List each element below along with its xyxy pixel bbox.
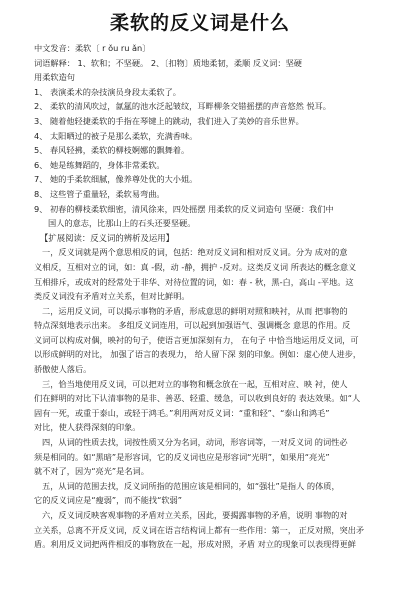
page-title: 柔软的反义词是什么 — [109, 12, 290, 34]
sentence-list — [0, 85, 400, 231]
list-item: 7、 她的手柔软细腻，像养尊处优的大小姐。 — [34, 174, 198, 185]
article-body — [0, 245, 400, 551]
paragraph-line: 义相反，互相对立的词，如：真 -假，动 -静，拥护 -反对。这类反义词 所表达的概念意义 — [34, 261, 357, 272]
paragraph-line: 五，从词的范围去找，反义词所指的范围应该是相同的，如“强壮”是指人 的体质， — [42, 480, 340, 491]
paragraph-line: 盾。利用反义词把两件相反的事物放在一起，形成对照，矛盾 对立的现象可以表现得更鲜 — [34, 539, 356, 550]
paragraph-line: 一，反义词就是两个意思相反的词，包括：绝对反义词和相对反义词。分为 成对的意 — [42, 247, 348, 258]
list-item: 2、 柔软的清风吹过，氤氲的池水泛起皱纹，耳畔柳条交错摇摆的声音悠然 悦耳。 — [34, 101, 331, 112]
paragraph-line: 互相排斥，或成对的经常处于非华、对待位置的词，如：春 - 秋，黑-白，高山 -平地。这 — [34, 276, 354, 287]
example-heading: 用柔软造句 — [34, 72, 75, 83]
meaning-line: 词语解释： 1、软和；不坚硬。 2、〔扣物〕质地柔韧，柔顺 反义词：坚硬 — [34, 57, 302, 68]
paragraph-line: 须是相同的。如“黑暗”是形容词，它的反义词也应是形容词“光明”，如果用“亮光” — [34, 451, 330, 462]
list-item: 4、 太阳晒过的被子是那么柔软，充满香味。 — [34, 130, 198, 141]
paragraph-line: 们在鲜明的对比下认清事物的是非、善恶、轻重、缓急，可以收到良好的 表达效果。如“人 — [34, 393, 361, 404]
paragraph-line: 特点深刻地表示出来。 多组反义词连用，可以起到加强语气、强调概念 意思的作用。反 — [34, 320, 351, 331]
paragraph-line: 固有一死，或重于泰山，或轻于鸿毛。”利用两对反义词：“重和轻”、“泰山和鸿毛” — [34, 407, 330, 418]
list-item: 5、 春风轻拂，柔软的柳枝婀娜的飘舞着。 — [34, 145, 190, 156]
paragraph-line: 立关系，总离不开反义词，反义词在语言结构词上都有一些作用：第一， 正反对照，突出矛 — [34, 524, 365, 535]
list-item-continuation: 国人的意志，比那山上的石头还要坚硬。 — [48, 218, 196, 229]
list-item: 6、 她是练舞蹈的，身体非常柔软。 — [34, 159, 165, 170]
paragraph-line: 四，从词的性质去找，词按性质又分为名词，动词，形容词等，一对反义词 的词性必 — [42, 437, 348, 448]
paragraph-line: 六，反义词反映客观事物的矛盾对立关系，因此，要揭露事物的矛盾，说明 事物的对 — [42, 510, 348, 520]
pronunciation-line: 中文发音：柔软〔 r ǒu ru ǎn〕 — [34, 43, 151, 53]
list-item: 1、 表演柔术的杂技演员身段太柔软了。 — [34, 86, 181, 97]
paragraph-line: 骄傲使人落后。 — [34, 364, 92, 375]
paragraph-line: 它的反义词应是“瘦弱”，而不能找“软弱” — [34, 495, 182, 506]
paragraph-line: 以形成鲜明的对比， 加强了语言的表现力， 给人留下深 刻的印象。例如：虚心使人进步， — [34, 349, 362, 360]
paragraph-line: 三，恰当地使用反义词，可以把对立的事物和概念放在一起，互相对应、映 衬，使人 — [42, 378, 348, 389]
paragraph-line: 类反义词没有矛盾对立关系，但对比鲜明。 — [34, 291, 190, 302]
paragraph-line: 就不对了，因为“亮光”是名词。 — [34, 466, 149, 477]
paragraph-line: 对比，使人获得深刻的印象。 — [34, 422, 141, 433]
list-item: 8、 这些管子重量轻，柔软易弯曲。 — [34, 188, 165, 199]
paragraph-line: 义词可以构成对偶，映衬的句子，使语言更加深刻有力， 在句子 中恰当地运用反义词，可 — [34, 334, 359, 345]
list-item: 3、 随着他轻捷柔软的手指在琴键上的跳动，我们进入了美妙的音乐世界。 — [34, 115, 304, 126]
paragraph-line: 二，运用反义词，可以揭示事物的矛盾，形成意思的鲜明对照和映衬，从而 把事物的 — [42, 305, 348, 316]
list-item: 9、 初春的柳枝柔软细密，清风徐来，四处摇摆 用柔软的反义词造句 坚硬：我们中 — [34, 203, 334, 214]
extended-reading-heading: 【扩展阅读：反义词的辨析及运用】 — [40, 232, 174, 243]
